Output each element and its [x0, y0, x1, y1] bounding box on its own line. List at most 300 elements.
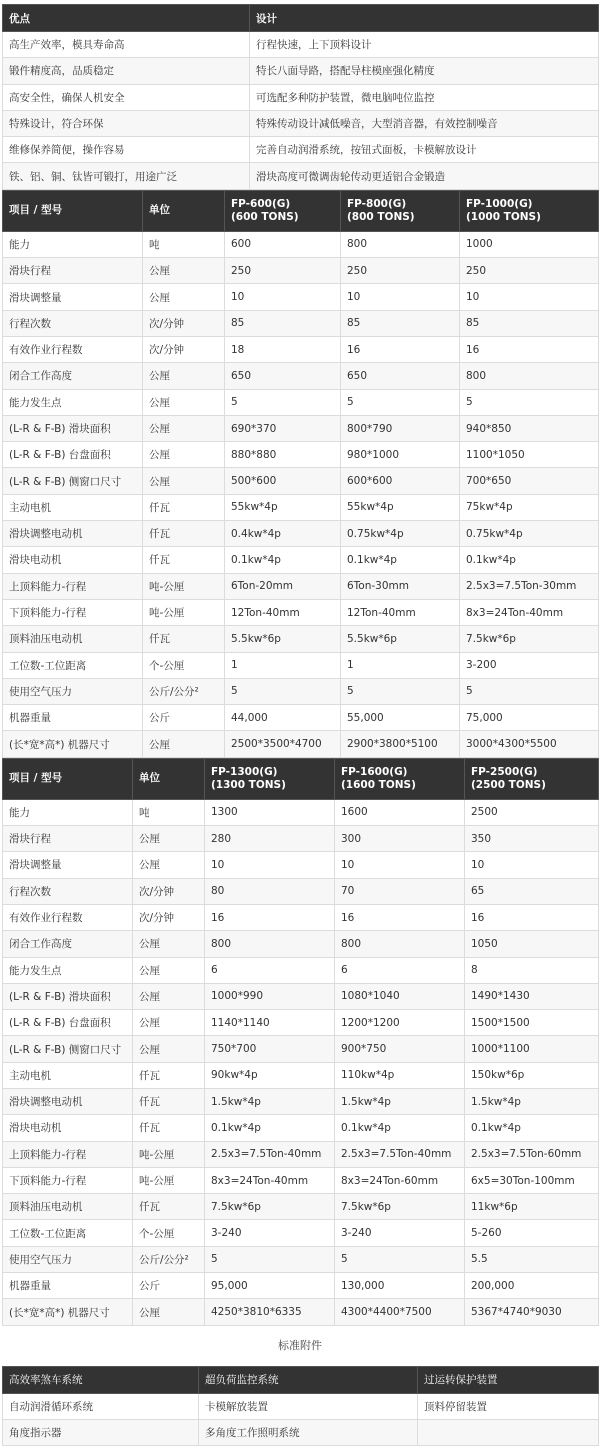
spec-value-cell: 5-260	[465, 1220, 599, 1246]
accessory-header-cell: 超负荷监控系统	[199, 1366, 418, 1393]
advantages-table	[2, 4, 599, 190]
spec-value-cell: 1600	[335, 799, 465, 825]
spec-table-small-models	[2, 190, 599, 758]
spec-unit-cell: 仟瓦	[143, 494, 225, 520]
spec-unit-cell: 次/分钟	[133, 878, 205, 904]
design-cell: 特长八面导路，搭配导柱模座强化精度	[250, 58, 599, 84]
spec-value-cell: 2500*3500*4700	[225, 731, 341, 757]
spec-row	[3, 1036, 599, 1062]
design-header-cell: 设计	[250, 5, 599, 32]
spec-value-cell: 980*1000	[341, 442, 460, 468]
spec-row	[3, 547, 599, 573]
spec-value-cell: 1.5kw*4p	[335, 1088, 465, 1114]
spec-value-cell: 0.1kw*4p	[460, 547, 599, 573]
spec-value-cell: 650	[341, 363, 460, 389]
spec-unit-cell: 仟瓦	[133, 1115, 205, 1141]
spec-unit-cell: 公厘	[133, 957, 205, 983]
spec-row	[3, 1088, 599, 1114]
advantage-cell: 维修保养简便，操作容易	[3, 137, 250, 163]
spec-value-cell: 3-200	[460, 652, 599, 678]
spec-unit-cell: 吨-公厘	[143, 599, 225, 625]
spec-value-cell: 5	[225, 678, 341, 704]
spec-value-cell: 0.1kw*4p	[335, 1115, 465, 1141]
spec-unit-cell: 个-公厘	[143, 652, 225, 678]
spec-item-cell: 能力	[3, 799, 133, 825]
spec-unit-cell: 公厘	[133, 826, 205, 852]
spec-unit-cell: 公斤/公分²	[133, 1246, 205, 1272]
spec-value-cell: 0.4kw*4p	[225, 521, 341, 547]
spec-row	[3, 363, 599, 389]
spec-value-cell: 6Ton-30mm	[341, 573, 460, 599]
spec-row	[3, 904, 599, 930]
spec-item-cell: 行程次数	[3, 310, 143, 336]
spec-value-cell: 750*700	[205, 1036, 335, 1062]
spec-row	[3, 231, 599, 257]
spec-value-cell: 0.1kw*4p	[465, 1115, 599, 1141]
spec-value-cell: 75,000	[460, 705, 599, 731]
accessory-cell: 卡模解放装置	[199, 1393, 418, 1419]
spec-item-cell: (L-R & F-B) 侧窗口尺寸	[3, 1036, 133, 1062]
spec-value-cell: 5	[335, 1246, 465, 1272]
spec-value-cell: 7.5kw*6p	[205, 1194, 335, 1220]
spec-row	[3, 599, 599, 625]
spec-row	[3, 878, 599, 904]
spec-row	[3, 468, 599, 494]
spec-item-cell: 下顶料能力-行程	[3, 599, 143, 625]
spec-value-cell: 940*850	[460, 415, 599, 441]
spec-row	[3, 415, 599, 441]
spec-value-cell: 16	[205, 904, 335, 930]
spec-unit-cell: 仟瓦	[143, 626, 225, 652]
spec-value-cell: 1500*1500	[465, 1010, 599, 1036]
spec-row	[3, 652, 599, 678]
spec-value-cell: 1300	[205, 799, 335, 825]
spec-value-cell: 0.75kw*4p	[341, 521, 460, 547]
advantage-cell: 特殊设计，符合环保	[3, 110, 250, 136]
spec-value-cell: 1080*1040	[335, 983, 465, 1009]
spec-value-cell: 1	[341, 652, 460, 678]
spec-item-cell: 顶料油压电动机	[3, 1194, 133, 1220]
model-header	[335, 758, 465, 799]
spec-unit-cell: 公厘	[143, 258, 225, 284]
spec-unit-cell: 公厘	[143, 363, 225, 389]
spec-unit-cell: 公厘	[143, 731, 225, 757]
spec-value-cell: 70	[335, 878, 465, 904]
spec-item-cell: (长*宽*高*) 机器尺寸	[3, 1299, 133, 1325]
spec-item-cell: 能力发生点	[3, 957, 133, 983]
spec-value-cell: 6	[335, 957, 465, 983]
advantage-row	[3, 110, 599, 136]
spec-value-cell: 0.1kw*4p	[341, 547, 460, 573]
spec-unit-cell: 仟瓦	[133, 1194, 205, 1220]
spec-value-cell: 7.5kw*6p	[460, 626, 599, 652]
spec-row	[3, 931, 599, 957]
spec-value-cell: 1	[225, 652, 341, 678]
spec-value-cell: 8x3=24Ton-40mm	[205, 1167, 335, 1193]
spec-item-cell: (长*宽*高*) 机器尺寸	[3, 731, 143, 757]
spec-value-cell: 18	[225, 336, 341, 362]
spec-value-cell: 4300*4400*7500	[335, 1299, 465, 1325]
advantages-header-row	[3, 5, 599, 32]
spec-row	[3, 310, 599, 336]
spec-item-cell: 能力发生点	[3, 389, 143, 415]
spec-value-cell: 85	[341, 310, 460, 336]
spec-row	[3, 284, 599, 310]
spec-unit-cell: 吨-公厘	[133, 1141, 205, 1167]
spec-unit-cell: 仟瓦	[133, 1062, 205, 1088]
spec-value-cell: 5.5kw*6p	[341, 626, 460, 652]
model-tonnage: (2500 TONS)	[471, 778, 546, 791]
spec-item-cell: 滑块调整量	[3, 852, 133, 878]
spec-item-cell: (L-R & F-B) 滑块面积	[3, 983, 133, 1009]
model-name: FP-1000(G)	[466, 197, 533, 210]
spec-value-cell: 6	[205, 957, 335, 983]
spec-unit-cell: 吨	[143, 231, 225, 257]
spec-value-cell: 0.1kw*4p	[225, 547, 341, 573]
spec-item-cell: (L-R & F-B) 台盘面积	[3, 1010, 133, 1036]
spec-value-cell: 280	[205, 826, 335, 852]
spec-unit-cell: 吨-公厘	[143, 573, 225, 599]
model-name: FP-2500(G)	[471, 765, 538, 778]
spec-item-cell: 滑块行程	[3, 258, 143, 284]
spec-row	[3, 957, 599, 983]
unit-header: 单位	[133, 758, 205, 799]
spec-value-cell: 1000*1100	[465, 1036, 599, 1062]
model-tonnage: (1300 TONS)	[211, 778, 286, 791]
spec-item-cell: 主动电机	[3, 1062, 133, 1088]
spec-value-cell: 5367*4740*9030	[465, 1299, 599, 1325]
model-header	[225, 190, 341, 231]
spec-row	[3, 1273, 599, 1299]
accessories-header-row	[3, 1366, 599, 1393]
spec-unit-cell: 公斤/公分²	[143, 678, 225, 704]
model-tonnage: (1600 TONS)	[341, 778, 416, 791]
spec-value-cell: 5	[341, 678, 460, 704]
spec-value-cell: 5	[225, 389, 341, 415]
accessory-row	[3, 1419, 599, 1445]
model-header	[341, 190, 460, 231]
spec-value-cell: 250	[225, 258, 341, 284]
spec-row	[3, 1246, 599, 1272]
spec-value-cell: 1200*1200	[335, 1010, 465, 1036]
spec-row	[3, 494, 599, 520]
spec-value-cell: 44,000	[225, 705, 341, 731]
accessory-cell: 角度指示器	[3, 1419, 199, 1445]
spec-row	[3, 826, 599, 852]
spec-item-cell: 机器重量	[3, 1273, 133, 1299]
spec-value-cell: 690*370	[225, 415, 341, 441]
spec-value-cell: 16	[335, 904, 465, 930]
spec-row	[3, 1062, 599, 1088]
spec-item-cell: 工位数-工位距离	[3, 1220, 133, 1246]
spec-value-cell: 5	[341, 389, 460, 415]
spec-unit-cell: 公厘	[133, 1036, 205, 1062]
item-model-header: 项目 / 型号	[3, 190, 143, 231]
spec-item-cell: 能力	[3, 231, 143, 257]
spec-row	[3, 731, 599, 757]
spec-item-cell: 闭合工作高度	[3, 931, 133, 957]
spec-unit-cell: 吨-公厘	[133, 1167, 205, 1193]
spec-unit-cell: 公厘	[143, 389, 225, 415]
spec-header-row	[3, 758, 599, 799]
spec-value-cell: 16	[465, 904, 599, 930]
advantage-cell: 铁、铝、铜、钛皆可锻打，用途广泛	[3, 163, 250, 189]
spec-value-cell: 12Ton-40mm	[341, 599, 460, 625]
spec-row	[3, 983, 599, 1009]
spec-row	[3, 852, 599, 878]
model-tonnage: (600 TONS)	[231, 210, 299, 223]
accessory-header-cell: 过运转保护装置	[418, 1366, 599, 1393]
spec-row	[3, 1141, 599, 1167]
model-header	[460, 190, 599, 231]
advantage-row	[3, 58, 599, 84]
spec-value-cell: 10	[460, 284, 599, 310]
spec-value-cell: 0.1kw*4p	[205, 1115, 335, 1141]
advantage-row	[3, 32, 599, 58]
spec-item-cell: 主动电机	[3, 494, 143, 520]
spec-row	[3, 442, 599, 468]
spec-value-cell: 2.5x3=7.5Ton-40mm	[205, 1141, 335, 1167]
spec-value-cell: 85	[460, 310, 599, 336]
spec-value-cell: 800	[341, 231, 460, 257]
spec-value-cell: 1050	[465, 931, 599, 957]
spec-value-cell: 4250*3810*6335	[205, 1299, 335, 1325]
spec-value-cell: 5	[205, 1246, 335, 1272]
spec-unit-cell: 公厘	[133, 983, 205, 1009]
spec-unit-cell: 公斤	[143, 705, 225, 731]
spec-unit-cell: 公厘	[133, 852, 205, 878]
spec-value-cell: 5.5kw*6p	[225, 626, 341, 652]
spec-row	[3, 573, 599, 599]
spec-value-cell: 55,000	[341, 705, 460, 731]
spec-value-cell: 7.5kw*6p	[335, 1194, 465, 1220]
spec-unit-cell: 公厘	[133, 1299, 205, 1325]
spec-unit-cell: 个-公厘	[133, 1220, 205, 1246]
spec-item-cell: 下顶料能力-行程	[3, 1167, 133, 1193]
spec-value-cell: 5.5	[465, 1246, 599, 1272]
spec-value-cell: 300	[335, 826, 465, 852]
spec-value-cell: 3000*4300*5500	[460, 731, 599, 757]
spec-row	[3, 1115, 599, 1141]
spec-value-cell: 85	[225, 310, 341, 336]
spec-value-cell: 880*880	[225, 442, 341, 468]
spec-item-cell: 有效作业行程数	[3, 336, 143, 362]
spec-value-cell: 10	[341, 284, 460, 310]
spec-header-row	[3, 190, 599, 231]
spec-item-cell: 使用空气压力	[3, 1246, 133, 1272]
spec-unit-cell: 次/分钟	[133, 904, 205, 930]
spec-item-cell: 滑块电动机	[3, 1115, 133, 1141]
design-cell: 完善自动润滑系统，按钮式面板，卡模解放设计	[250, 137, 599, 163]
spec-value-cell: 1000	[460, 231, 599, 257]
spec-value-cell: 1000*990	[205, 983, 335, 1009]
spec-unit-cell: 公厘	[143, 442, 225, 468]
spec-value-cell: 700*650	[460, 468, 599, 494]
spec-value-cell: 80	[205, 878, 335, 904]
spec-value-cell: 2.5x3=7.5Ton-40mm	[335, 1141, 465, 1167]
accessory-header-cell: 高效率煞车系统	[3, 1366, 199, 1393]
spec-unit-cell: 仟瓦	[143, 521, 225, 547]
spec-value-cell: 12Ton-40mm	[225, 599, 341, 625]
spec-item-cell: 滑块电动机	[3, 547, 143, 573]
accessory-cell: 自动润滑循环系统	[3, 1393, 199, 1419]
model-name: FP-800(G)	[347, 197, 407, 210]
spec-value-cell: 150kw*6p	[465, 1062, 599, 1088]
spec-value-cell: 130,000	[335, 1273, 465, 1299]
spec-value-cell: 200,000	[465, 1273, 599, 1299]
advantage-row	[3, 163, 599, 189]
spec-value-cell: 6Ton-20mm	[225, 573, 341, 599]
spec-row	[3, 1167, 599, 1193]
spec-value-cell: 6x5=30Ton-100mm	[465, 1167, 599, 1193]
model-name: FP-1600(G)	[341, 765, 408, 778]
spec-row	[3, 626, 599, 652]
spec-value-cell: 95,000	[205, 1273, 335, 1299]
spec-value-cell: 900*750	[335, 1036, 465, 1062]
accessory-row	[3, 1393, 599, 1419]
spec-value-cell: 0.75kw*4p	[460, 521, 599, 547]
spec-value-cell: 1140*1140	[205, 1010, 335, 1036]
spec-item-cell: 滑块行程	[3, 826, 133, 852]
advantage-row	[3, 84, 599, 110]
spec-value-cell: 800	[335, 931, 465, 957]
spec-value-cell: 10	[465, 852, 599, 878]
spec-unit-cell: 次/分钟	[143, 336, 225, 362]
spec-value-cell: 650	[225, 363, 341, 389]
spec-row	[3, 1010, 599, 1036]
spec-value-cell: 2900*3800*5100	[341, 731, 460, 757]
spec-item-cell: 滑块调整量	[3, 284, 143, 310]
spec-value-cell: 10	[225, 284, 341, 310]
spec-unit-cell: 公厘	[143, 284, 225, 310]
spec-value-cell: 55kw*4p	[225, 494, 341, 520]
spec-value-cell: 10	[335, 852, 465, 878]
design-cell: 滑块高度可微调齿轮传动更适铝合金锻造	[250, 163, 599, 189]
spec-item-cell: (L-R & F-B) 滑块面积	[3, 415, 143, 441]
spec-row	[3, 521, 599, 547]
spec-value-cell: 5	[460, 389, 599, 415]
accessories-caption: 标准附件	[278, 1338, 322, 1352]
spec-item-cell: 滑块调整电动机	[3, 521, 143, 547]
spec-item-cell: 机器重量	[3, 705, 143, 731]
spec-value-cell: 2.5x3=7.5Ton-60mm	[465, 1141, 599, 1167]
spec-unit-cell: 公厘	[143, 415, 225, 441]
model-name: FP-1300(G)	[211, 765, 278, 778]
advantages-header-cell: 优点	[3, 5, 250, 32]
unit-header: 单位	[143, 190, 225, 231]
spec-value-cell: 3-240	[205, 1220, 335, 1246]
spec-row	[3, 1299, 599, 1325]
spec-item-cell: 工位数-工位距离	[3, 652, 143, 678]
design-cell: 可选配多种防护装置，微电脑吨位监控	[250, 84, 599, 110]
spec-value-cell: 90kw*4p	[205, 1062, 335, 1088]
spec-value-cell: 500*600	[225, 468, 341, 494]
spec-row	[3, 336, 599, 362]
spec-item-cell: (L-R & F-B) 台盘面积	[3, 442, 143, 468]
spec-value-cell: 250	[341, 258, 460, 284]
spec-value-cell: 800	[460, 363, 599, 389]
spec-value-cell: 2.5x3=7.5Ton-30mm	[460, 573, 599, 599]
spec-value-cell: 1.5kw*4p	[205, 1088, 335, 1114]
spec-value-cell: 600*600	[341, 468, 460, 494]
advantage-cell: 高安全性，确保人机安全	[3, 84, 250, 110]
spec-unit-cell: 仟瓦	[133, 1088, 205, 1114]
advantage-row	[3, 137, 599, 163]
advantage-cell: 高生产效率，模具寿命高	[3, 32, 250, 58]
design-cell: 行程快速，上下顶料设计	[250, 32, 599, 58]
spec-value-cell: 8	[465, 957, 599, 983]
spec-value-cell: 55kw*4p	[341, 494, 460, 520]
model-tonnage: (800 TONS)	[347, 210, 415, 223]
spec-unit-cell: 仟瓦	[143, 547, 225, 573]
spec-value-cell: 11kw*6p	[465, 1194, 599, 1220]
spec-row	[3, 705, 599, 731]
spec-value-cell: 2500	[465, 799, 599, 825]
spec-item-cell: 行程次数	[3, 878, 133, 904]
spec-value-cell: 110kw*4p	[335, 1062, 465, 1088]
spec-value-cell: 3-240	[335, 1220, 465, 1246]
spec-row	[3, 1194, 599, 1220]
spec-value-cell: 8x3=24Ton-60mm	[335, 1167, 465, 1193]
spec-item-cell: 闭合工作高度	[3, 363, 143, 389]
spec-value-cell: 1490*1430	[465, 983, 599, 1009]
spec-value-cell: 1100*1050	[460, 442, 599, 468]
spec-value-cell: 16	[460, 336, 599, 362]
spec-value-cell: 350	[465, 826, 599, 852]
accessory-cell: 顶料停留装置	[418, 1393, 599, 1419]
spec-item-cell: 上顶料能力-行程	[3, 1141, 133, 1167]
model-name: FP-600(G)	[231, 197, 291, 210]
spec-item-cell: 顶料油压电动机	[3, 626, 143, 652]
accessory-cell: 多角度工作照明系统	[199, 1419, 418, 1445]
spec-value-cell: 5	[460, 678, 599, 704]
spec-item-cell: (L-R & F-B) 侧窗口尺寸	[3, 468, 143, 494]
spec-unit-cell: 公厘	[133, 1010, 205, 1036]
accessories-table	[2, 1366, 599, 1446]
spec-value-cell: 16	[341, 336, 460, 362]
spec-value-cell: 800	[205, 931, 335, 957]
spec-row	[3, 1220, 599, 1246]
spec-value-cell: 65	[465, 878, 599, 904]
spec-value-cell: 8x3=24Ton-40mm	[460, 599, 599, 625]
spec-row	[3, 258, 599, 284]
spec-value-cell: 250	[460, 258, 599, 284]
spec-item-cell: 有效作业行程数	[3, 904, 133, 930]
spec-value-cell: 1.5kw*4p	[465, 1088, 599, 1114]
model-header	[465, 758, 599, 799]
spec-unit-cell: 公斤	[133, 1273, 205, 1299]
spec-unit-cell: 公厘	[133, 931, 205, 957]
spec-value-cell: 10	[205, 852, 335, 878]
accessory-cell	[418, 1419, 599, 1445]
spec-item-cell: 使用空气压力	[3, 678, 143, 704]
spec-unit-cell: 次/分钟	[143, 310, 225, 336]
spec-value-cell: 800*790	[341, 415, 460, 441]
spec-row	[3, 389, 599, 415]
spec-unit-cell: 公厘	[143, 468, 225, 494]
spec-table-large-models	[2, 758, 599, 1326]
model-tonnage: (1000 TONS)	[466, 210, 541, 223]
spec-unit-cell: 吨	[133, 799, 205, 825]
spec-row	[3, 799, 599, 825]
spec-value-cell: 75kw*4p	[460, 494, 599, 520]
item-model-header: 项目 / 型号	[3, 758, 133, 799]
spec-item-cell: 滑块调整电动机	[3, 1088, 133, 1114]
spec-value-cell: 600	[225, 231, 341, 257]
advantage-cell: 锻件精度高，品质稳定	[3, 58, 250, 84]
design-cell: 特殊传动设计减低噪音，大型消音器，有效控制噪音	[250, 110, 599, 136]
spec-item-cell: 上顶料能力-行程	[3, 573, 143, 599]
